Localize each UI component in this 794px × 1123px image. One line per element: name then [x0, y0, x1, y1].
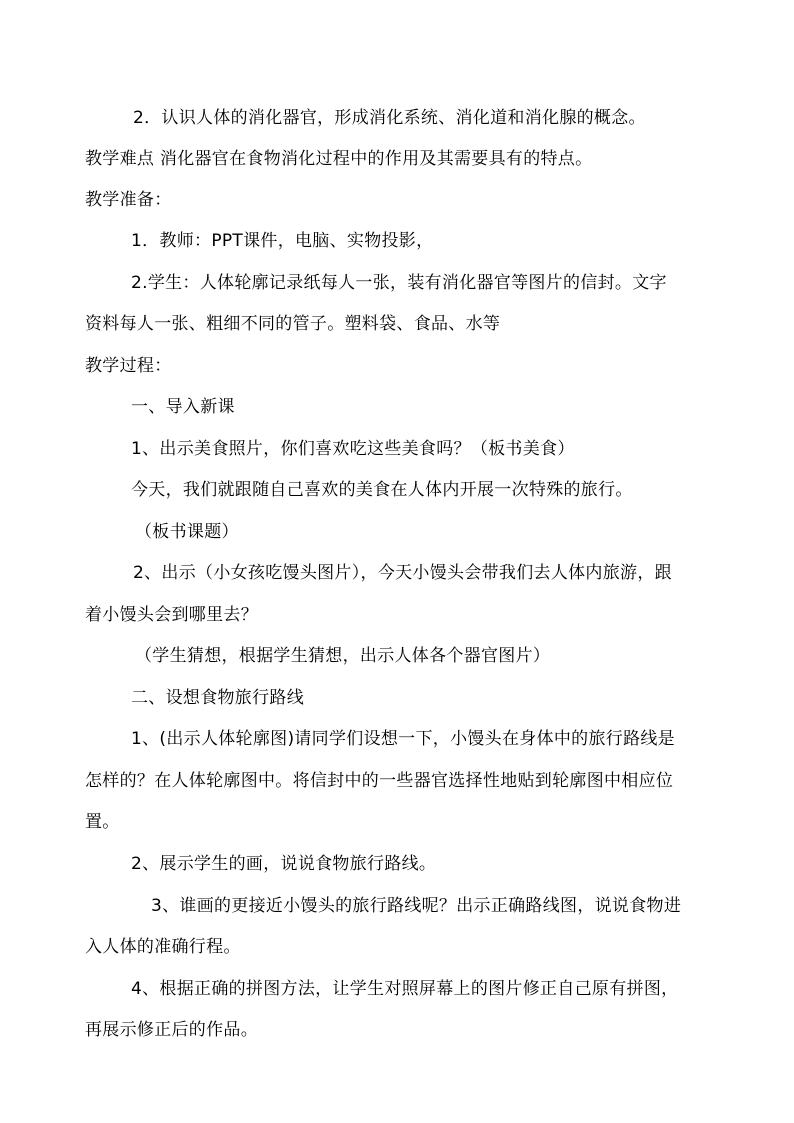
preparation-teacher: 1．教师：PPT课件，电脑、实物投影， [131, 231, 434, 251]
objective-2: 2．认识人体的消化器官，形成消化系统、消化道和消化腺的概念。 [133, 108, 646, 128]
preparation-heading: 教学准备： [85, 190, 172, 210]
section-1-step-2-line-2: 着小馒头会到哪里去？ [85, 605, 258, 625]
preparation-student-line-2: 资料每人一张、粗细不同的管子。塑料袋、食品、水等 [85, 314, 501, 334]
process-heading: 教学过程： [85, 356, 172, 376]
section-2-step-4-line-2: 再展示修正后的作品。 [85, 1020, 258, 1040]
preparation-student-line-1: 2.学生：人体轮廓记录纸每人一张，装有消化器官等图片的信封。文字 [131, 273, 667, 293]
section-2-step-3-line-2: 入人体的准确行程。 [85, 937, 241, 957]
section-2-step-1-line-3: 置。 [85, 812, 120, 832]
section-2-step-1-line-1: 1、(出示人体轮廓图)请同学们设想一下，小馒头在身体中的旅行路线是 [131, 729, 675, 749]
teaching-difficulty: 教学难点 消化器官在食物消化过程中的作用及其需要具有的特点。 [85, 149, 593, 169]
section-2-heading: 二、设想食物旅行路线 [131, 688, 304, 708]
section-1-student-guess: （学生猜想，根据学生猜想，出示人体各个器官图片） [135, 646, 551, 666]
section-1-board-title: （板书课题） [135, 522, 239, 542]
section-1-step-2-line-1: 2、出示（小女孩吃馒头图片），今天小馒头会带我们去人体内旅游，跟 [133, 563, 672, 583]
section-1-step-1-text: 今天，我们就跟随自己喜欢的美食在人体内开展一次特殊的旅行。 [131, 480, 633, 500]
section-2-step-3-line-1: 3、谁画的更接近小馒头的旅行路线呢？出示正确路线图，说说食物进 [151, 896, 682, 916]
section-2-step-4-line-1: 4、根据正确的拼图方法，让学生对照屏幕上的图片修正自己原有拼图， [131, 979, 679, 999]
section-1-step-1: 1、出示美食照片，你们喜欢吃这些美食吗？（板书美食） [131, 439, 575, 459]
section-2-step-2: 2、展示学生的画，说说食物旅行路线。 [131, 854, 437, 874]
section-1-heading: 一、导入新课 [131, 397, 235, 417]
section-2-step-1-line-2: 怎样的？在人体轮廓图中。将信封中的一些器官选择性地贴到轮廓图中相应位 [85, 771, 674, 791]
